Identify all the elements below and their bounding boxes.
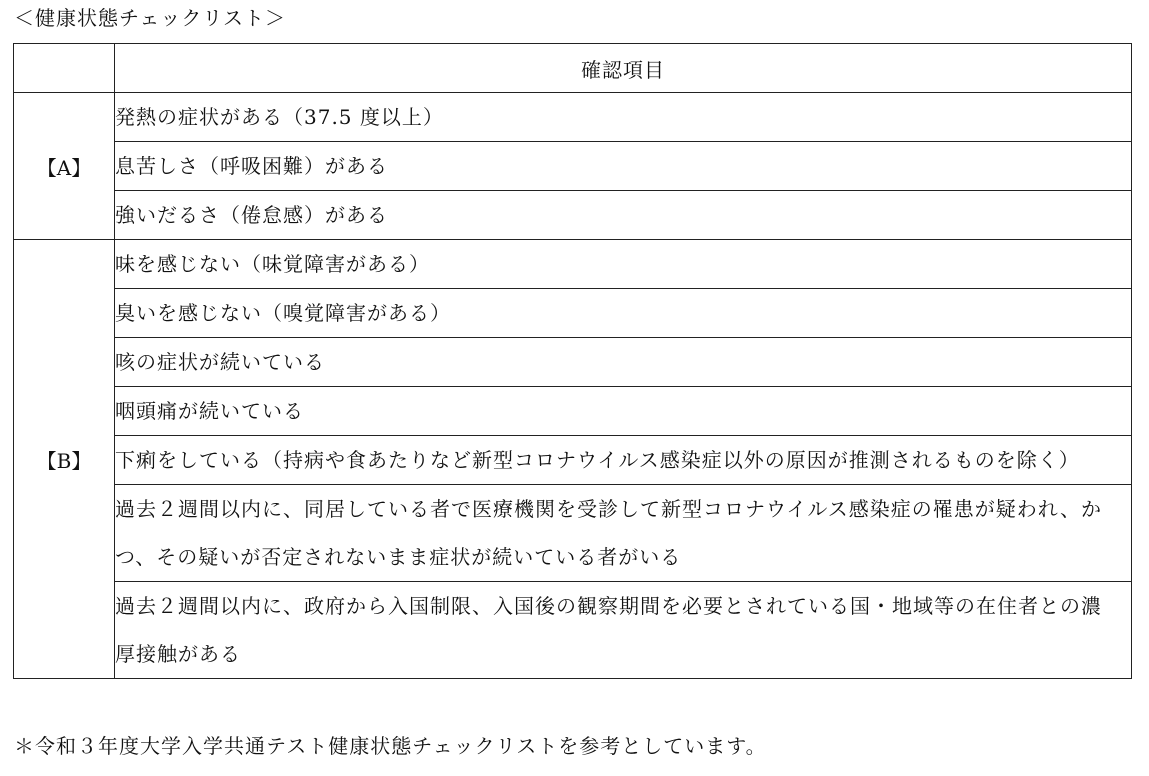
check-item: 咽頭痛が続いている (115, 387, 1132, 436)
table-row (14, 485, 1132, 582)
check-item: 発熱の症状がある（37.5 度以上） (115, 93, 1132, 142)
table-row (14, 142, 1132, 191)
group-label-b: 【B】 (14, 240, 115, 679)
check-item: 過去２週間以内に、政府から入国制限、入国後の観察期間を必要とされている国・地域等の在住者との濃厚接触がある (115, 582, 1132, 679)
table-row (14, 338, 1132, 387)
document-title: ＜健康状態チェックリスト＞ (14, 6, 286, 30)
health-checklist-table (13, 43, 1132, 679)
header-item-cell: 確認項目 (115, 44, 1132, 93)
check-item: 味を感じない（味覚障害がある） (115, 240, 1132, 289)
table-row (14, 191, 1132, 240)
table-row (14, 289, 1132, 338)
header-group-cell (14, 44, 115, 93)
table-header-row (14, 44, 1132, 93)
check-item: 息苦しさ（呼吸困難）がある (115, 142, 1132, 191)
table-row (14, 582, 1132, 679)
table-row (14, 240, 1132, 289)
check-item: 強いだるさ（倦怠感）がある (115, 191, 1132, 240)
group-label-a: 【A】 (14, 93, 115, 240)
table-row (14, 387, 1132, 436)
check-item: 臭いを感じない（嗅覚障害がある） (115, 289, 1132, 338)
table-row (14, 436, 1132, 485)
footnote: ＊令和３年度大学入学共通テスト健康状態チェックリストを参考としています。 (14, 734, 767, 758)
check-item: 下痢をしている（持病や食あたりなど新型コロナウイルス感染症以外の原因が推測されるものを除く） (115, 436, 1132, 485)
check-item: 過去２週間以内に、同居している者で医療機関を受診して新型コロナウイルス感染症の罹患が疑われ、かつ、その疑いが否定されないまま症状が続いている者がいる (115, 485, 1132, 582)
table-row (14, 93, 1132, 142)
check-item: 咳の症状が続いている (115, 338, 1132, 387)
